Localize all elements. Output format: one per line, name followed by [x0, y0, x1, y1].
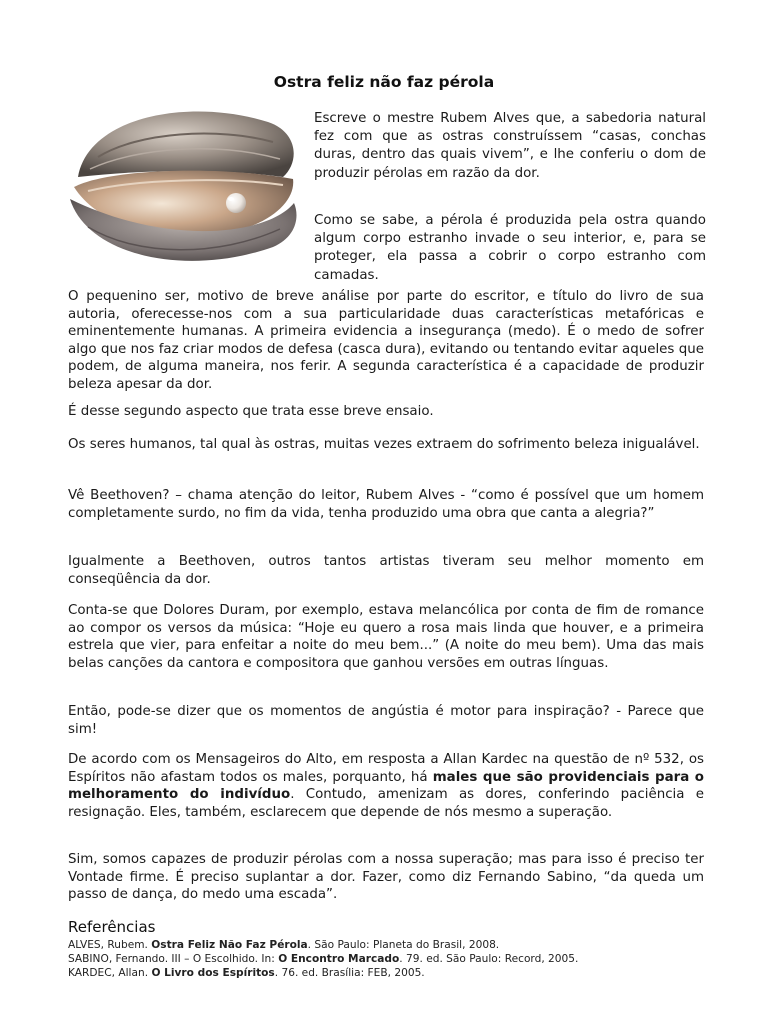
page-title: Ostra feliz não faz pérola — [273, 73, 495, 91]
oyster-pearl-image — [68, 107, 300, 271]
intro-paragraph-2: Como se sabe, a pérola é produzida pela ostra quando algum corpo estranho invade o seu interior, e, para se proteger, ela passa a cobrir o corpo estranho com camadas. — [314, 213, 706, 283]
body-paragraph-8-emphasis: males que são providenciais para o melhoramento do indivíduo — [68, 769, 704, 803]
body-paragraph-1: O pequenino ser, motivo de breve análise por parte do escritor, e título do livro de sua autoria, oferecesse-nos com a sua particularidade duas características metafóricas e eminentemente humanas. A primeira evidencia a insegurança (medo). É o medo de sofrer algo que nos faz criar modos de defesa (casca dura), evitando ou tentando evitar aqueles que podem, de alguma maneira, nos ferir. A segunda característica é a capacidade de produzir beleza apesar da dor. — [68, 289, 704, 392]
reference-publication: . 76. ed. Brasília: FEB, 2005. — [274, 967, 425, 979]
reference-author: SABINO, Fernando. III – O Escolhido. In: — [68, 953, 279, 965]
reference-author: KARDEC, Allan. — [68, 967, 152, 979]
reference-work-title: O Livro dos Espíritos — [151, 967, 275, 979]
intro-paragraph-1: Escreve o mestre Rubem Alves que, a sabedoria natural fez com que as ostras construíssem “casas, conchas duras, dentro das quais vivem”, e lhe conferiu o dom de produzir pérolas em razão da dor. — [314, 111, 706, 181]
body-paragraph-2: É desse segundo aspecto que trata esse breve ensaio. — [68, 404, 434, 419]
body-paragraph-4: Vê Beethoven? – chama atenção do leitor, Rubem Alves - “como é possível que um homem completamente surdo, no fim da vida, tenha produzido uma obra que canta a alegria?” — [68, 488, 704, 521]
body-paragraph-5: Igualmente a Beethoven, outros tantos artistas tiveram seu melhor momento em conseqüência da dor. — [68, 554, 704, 587]
reference-publication: . 79. ed. São Paulo: Record, 2005. — [399, 953, 579, 965]
reference-item — [68, 952, 728, 966]
body-paragraph-3: Os seres humanos, tal qual às ostras, muitas vezes extraem do sofrimento beleza inigualável. — [68, 437, 700, 452]
reference-work-title: Ostra Feliz Não Faz Pérola — [151, 939, 308, 951]
body-paragraph-6: Conta-se que Dolores Duram, por exemplo, estava melancólica por conta de fim de romance ao compor os versos da música: “Hoje eu quero a rosa mais linda que houver, e a primeira estrela que vier, para enfeitar a noite do meu bem...” (A noite do meu bem). Uma das mais belas canções da cantora e compositora que ganhou versões em outras línguas. — [68, 603, 704, 671]
reference-author: ALVES, Rubem. — [68, 939, 152, 951]
references-heading: Referências — [68, 918, 156, 936]
body-paragraph-8-end: . Contudo, amenizam as dores, conferindo paciência e resignação. Eles, também, esclarecem que depende de nós mesmo a superação. — [68, 787, 704, 820]
body-paragraph-8-start: De acordo com os Mensageiros do Alto, em resposta a Allan Kardec na questão de nº 532, os Espíritos não afastam todos os males, porquanto, há — [68, 752, 704, 785]
reference-publication: . São Paulo: Planeta do Brasil, 2008. — [307, 939, 500, 951]
reference-item — [68, 966, 728, 980]
body-paragraph-7: Então, pode-se dizer que os momentos de angústia é motor para inspiração? - Parece que sim! — [68, 704, 704, 737]
reference-work-title: O Encontro Marcado — [278, 953, 400, 965]
body-paragraph-8 — [68, 751, 704, 821]
reference-item — [68, 938, 728, 952]
body-paragraph-9: Sim, somos capazes de produzir pérolas com a nossa superação; mas para isso é preciso ter Vontade firme. É preciso suplantar a dor. Fazer, como diz Fernando Sabino, “da queda um passo de dança, do medo uma escada”. — [68, 852, 704, 903]
